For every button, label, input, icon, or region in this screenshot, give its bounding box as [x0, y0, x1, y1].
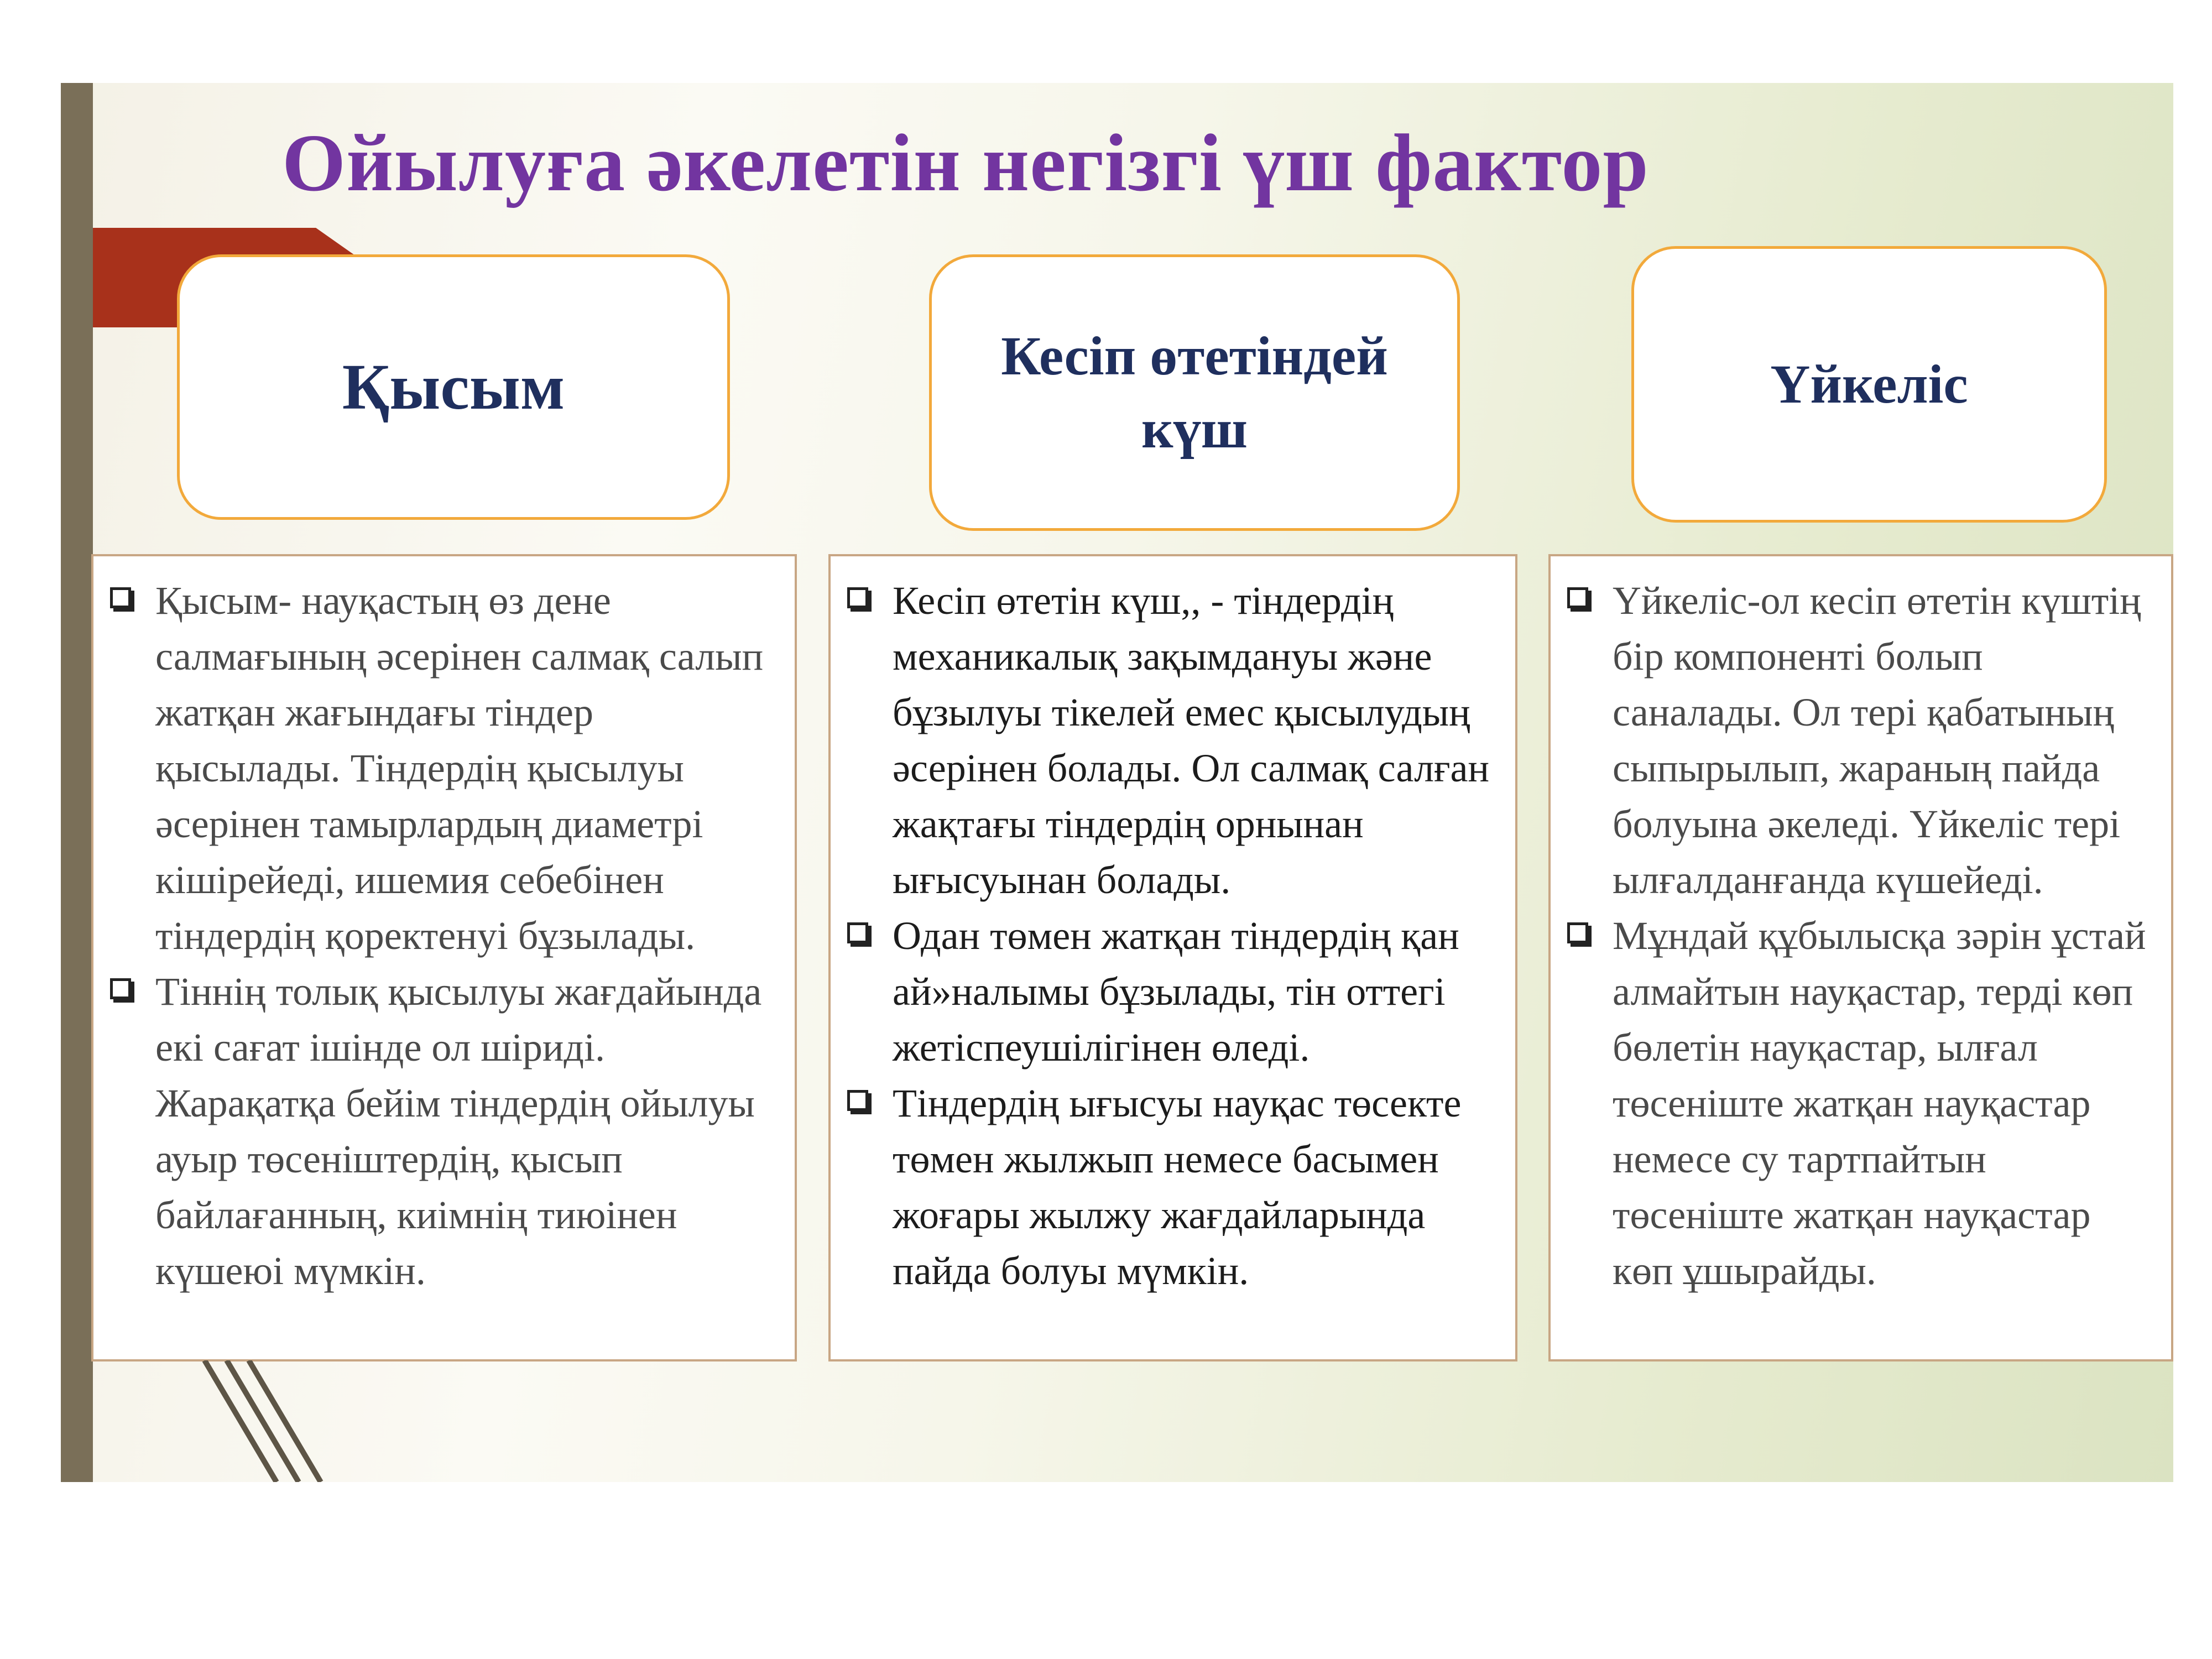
slide-title: Ойылуға әкелетін негізгі үш фактор: [282, 118, 1649, 208]
list-item: [847, 573, 1504, 908]
checkbox-bullet-icon: [110, 978, 131, 999]
list-item-text: Тіндердің ығысуы науқас төсекте төмен жылжып немесе басымен жоғары жылжу жағдайларында пайда болуы мүмкін.: [893, 1081, 1462, 1293]
checkbox-bullet-icon: [1567, 922, 1588, 943]
heading-shear-force: [929, 254, 1460, 531]
slide: [61, 83, 2173, 1482]
checkbox-bullet-icon: [847, 922, 868, 943]
left-decor-bar: [61, 83, 93, 1482]
friction-text-box: [1548, 554, 2173, 1361]
checkbox-bullet-icon: [1567, 587, 1588, 608]
list-item-text: Мұндай құбылысқа зәрін ұстай алмайтын науқастар, терді көп бөлетін науқастар, ылғал төсеніште жатқан науқастар немесе су тартпайтын төсеніште жатқан науқастар көп ұшырайды.: [1613, 914, 2146, 1293]
list-item-text: Одан төмен жатқан тіндердің қан ай»налымы бұзылады, тін оттегі жетіспеушілігінен өледі.: [893, 914, 1459, 1070]
shear-force-text-box: [828, 554, 1517, 1361]
heading-pressure: [177, 254, 730, 520]
list-item: [1567, 908, 2160, 1299]
pressure-text-box: [91, 554, 797, 1361]
checkbox-bullet-icon: [847, 1090, 868, 1111]
list-item: [110, 964, 784, 1299]
heading-friction: [1631, 246, 2107, 523]
list-item-text: Қысым- науқастың өз дене салмағының әсерінен салмақ салып жатқан жағындағы тіндер қысылады. Тіндердің қысылуы әсерінен тамырлардың диаметрі кішірейеді, ишемия себебінен тіндердің қоректенуі бұзылады.: [155, 578, 764, 958]
heading-friction-label: Үйкеліс: [1770, 353, 1968, 415]
list-item-text: Кесіп өтетін күш,, - тіндердің механикалық зақымдануы және бұзылуы тікелей емес қысылудың әсерінен болады. Ол салмақ салған жақтағы тіндердің орнынан ығысуынан болады.: [893, 578, 1490, 902]
list-item: [847, 908, 1504, 1076]
list-item: [110, 573, 784, 964]
checkbox-bullet-icon: [110, 587, 131, 608]
list-item-text: Үйкеліс-ол кесіп өтетін күштің бір компоненті болып саналады. Ол тері қабатының сыпырылып, жараның пайда болуына әкеледі. Үйкеліс тері ылғалданғанда күшейеді.: [1613, 578, 2141, 902]
checkbox-bullet-icon: [847, 587, 868, 608]
heading-shear-force-label: Кесіп өтетіндей күш: [1001, 325, 1388, 460]
list-item: [1567, 573, 2160, 908]
list-item: [847, 1076, 1504, 1299]
list-item-text: Тіннің толық қысылуы жағдайында екі сағат ішінде ол шіриді. Жарақатқа бейім тіндердің ойылуы ауыр төсеніштердің, қысып байлағанның, киімнің тиюінен күшеюі мүмкін.: [155, 969, 762, 1293]
decorative-lines: [194, 1360, 337, 1482]
heading-pressure-label: Қысым: [342, 351, 565, 424]
